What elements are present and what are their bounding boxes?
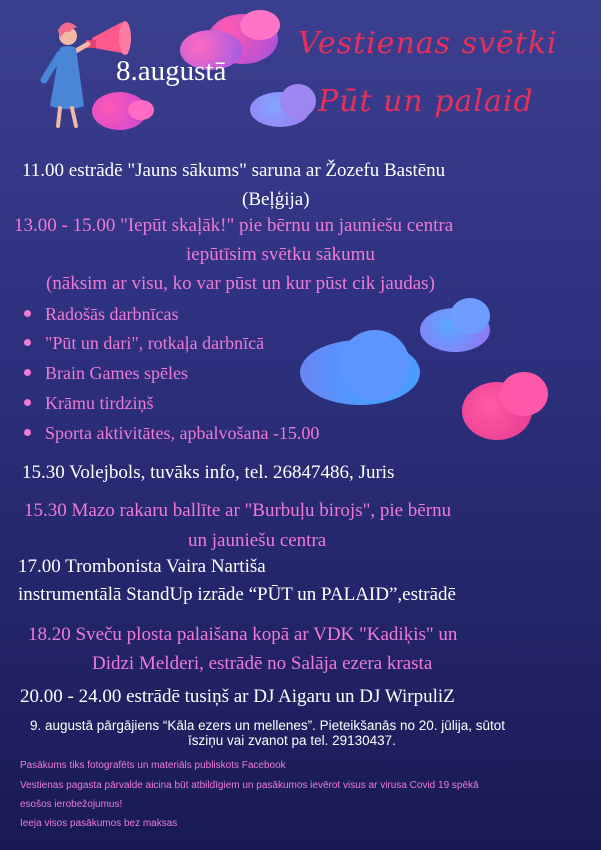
program-item-1700: 17.00 Trombonista Vaira Nartiša bbox=[18, 556, 266, 577]
event-subtitle: Pūt un palaid bbox=[318, 84, 534, 119]
bullet-icon bbox=[24, 429, 31, 436]
covid-notice: Vestienas pagasta pārvalde aicina būt atbildīgiem un pasākumos ievērot visus ar virusa Covid 19 spēkā bbox=[20, 780, 479, 791]
hike-note-line1: 9. augustā pārgājiens “Kāla ezers un mellenes”. Pieteikšanās no 20. jūlija, sūtot bbox=[30, 718, 506, 733]
event-title: Vestienas svētki bbox=[298, 26, 558, 61]
program-item-1100: 11.00 estrādē "Jauns sākums" saruna ar Žozefu Bastēnu bbox=[22, 160, 446, 181]
bullet-icon bbox=[24, 399, 31, 406]
photo-notice: Pasākums tiks fotografēts un materiāls publiskots Facebook bbox=[20, 760, 286, 771]
bullet-label: Brain Games spēles bbox=[45, 363, 188, 383]
decor-blob-top bbox=[240, 10, 280, 40]
program-item-1100-cont: (Beļģija) bbox=[242, 189, 310, 210]
hike-note bbox=[30, 718, 590, 748]
bullet-label: Sporta aktivitātes, apbalvošana -15.00 bbox=[45, 423, 320, 443]
program-item-1820-cont: Didzi Melderi, estrādē no Salāja ezera krasta bbox=[92, 653, 433, 674]
program-item-1700-cont: instrumentālā StandUp izrāde “PŪT un PALAID”,estrādē bbox=[18, 584, 456, 605]
program-item-1300: 13.00 - 15.00 "Iepūt skaļāk!" pie bērnu un jauniešu centra bbox=[14, 215, 454, 236]
decor-blob-right bbox=[500, 372, 548, 416]
program-item-kids-party-cont: un jauniešu centra bbox=[188, 530, 327, 551]
bullet-item bbox=[24, 363, 188, 384]
bullet-item bbox=[24, 393, 153, 414]
bullet-item bbox=[24, 423, 319, 444]
bullet-label: "Pūt un dari", rotkaļa darbnīcā bbox=[45, 333, 265, 353]
decor-blob-right bbox=[340, 330, 410, 400]
program-item-volleyball: 15.30 Volejbols, tuvāks info, tel. 26847486, Juris bbox=[22, 462, 395, 483]
decor-blob-mid bbox=[280, 84, 316, 118]
event-date: 8.augustā bbox=[116, 55, 227, 87]
decor-blob-right bbox=[450, 298, 490, 334]
hike-note-line2: īsziņu vai zvanot pa tel. 29130437. bbox=[188, 733, 396, 748]
program-item-1300-note: (nāksim ar visu, ko var pūst un kur pūst cik jaudas) bbox=[46, 273, 435, 294]
program-item-1300-cont: iepūtīsim svētku sākumu bbox=[186, 244, 375, 265]
program-item-2000: 20.00 - 24.00 estrādē tusiņš ar DJ Aigaru un DJ WirpuliZ bbox=[20, 686, 455, 707]
bullet-label: Radošās darbnīcas bbox=[45, 304, 179, 324]
bullet-label: Krāmu tirdziņš bbox=[45, 393, 154, 413]
program-item-1820: 18.20 Sveču plosta palaišana kopā ar VDK "Kadiķis" un bbox=[28, 624, 458, 645]
program-item-kids-party: 15.30 Mazo rakaru ballīte ar "Burbuļu birojs", pie bērnu bbox=[24, 500, 452, 521]
bullet-item bbox=[24, 333, 264, 354]
bullet-icon bbox=[24, 369, 31, 376]
bullet-icon bbox=[24, 310, 31, 317]
free-entry-notice: Ieeja visos pasākumos bez maksas bbox=[20, 818, 178, 829]
bullet-icon bbox=[24, 339, 31, 346]
bullet-item bbox=[24, 304, 178, 325]
covid-notice-cont: esošos ierobežojumus! bbox=[20, 799, 123, 810]
